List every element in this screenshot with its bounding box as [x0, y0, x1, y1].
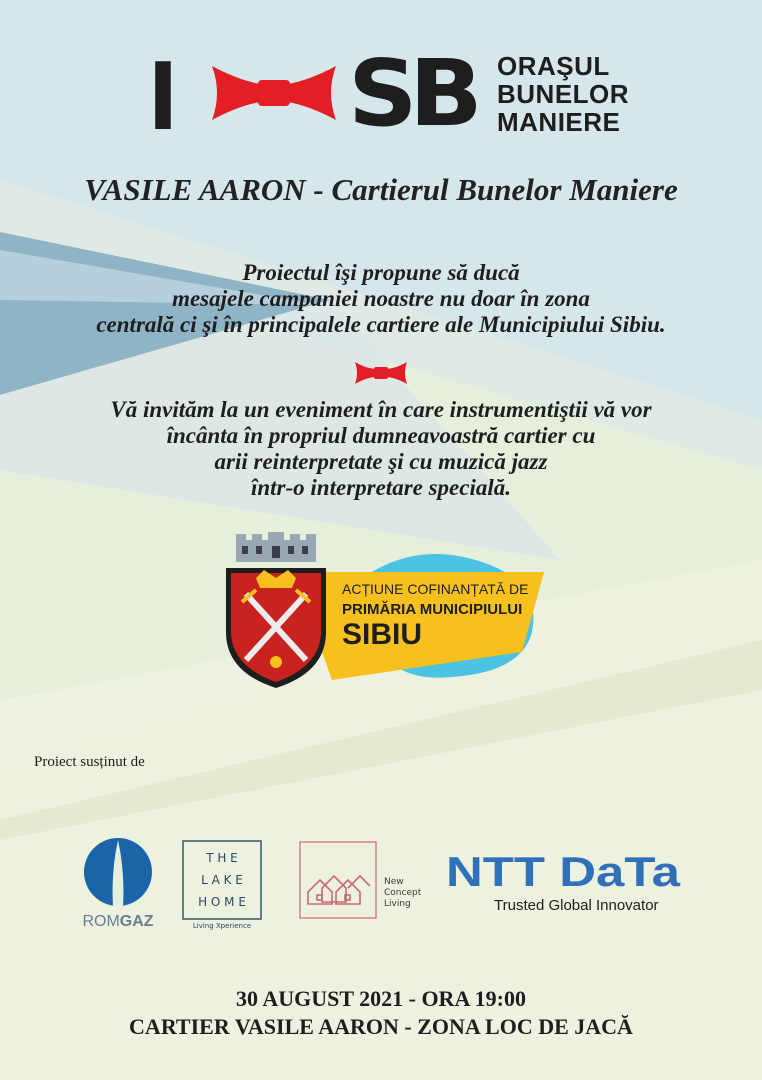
- romgaz-logo: [78, 836, 158, 931]
- support-label: Proiect susținut de: [34, 754, 145, 770]
- bowtie-icon: [208, 62, 340, 124]
- logo-line: ORAŞUL: [497, 51, 610, 81]
- romgaz-part1: ROM: [82, 913, 120, 930]
- sibiu-cofinance-logo: [222, 532, 552, 692]
- paragraph-line: mesajele campaniei noastre nu doar în zona: [172, 286, 590, 311]
- lakehome-tagline: Living Xperience: [192, 922, 252, 930]
- event-date: 30 AUGUST 2021 - ORA 19:00: [236, 986, 526, 1011]
- cofinance-line1: ACȚIUNE COFINANȚATĂ DE: [342, 581, 529, 597]
- intro-paragraph: [0, 260, 762, 338]
- paragraph-line: arii reinterpretate şi cu muzică jazz: [214, 449, 548, 474]
- lake-home-logo: [180, 838, 268, 930]
- invitation-paragraph: [0, 397, 762, 501]
- ntt-tagline: Trusted Global Innovator: [494, 897, 659, 914]
- ncl-line3: Living: [384, 899, 411, 909]
- paragraph-line: încânta în propriul dumneavoastră cartier cu: [166, 423, 596, 448]
- paragraph-line: într-o interpretare specială.: [250, 475, 512, 500]
- crest-icon: [226, 568, 326, 688]
- paragraph-line: centrală ci şi în principalele cartiere ale Municipiului Sibiu.: [96, 312, 666, 337]
- logo-sb: SB: [348, 40, 475, 147]
- lakehome-letters-2: L A K E: [201, 873, 243, 887]
- logo-tagline: [497, 52, 629, 136]
- logo-line: MANIERE: [497, 107, 621, 137]
- houses-icon: [308, 876, 370, 904]
- ntt-name: NTT DaTa: [446, 848, 681, 895]
- bowtie-icon-small: [353, 360, 409, 386]
- cofinance-line3: SIBIU: [342, 618, 423, 651]
- ncl-line2: Concept: [384, 888, 422, 898]
- ncl-line1: New: [384, 877, 404, 887]
- ntt-data-logo: [446, 848, 686, 918]
- event-location: CARTIER VASILE AARON - ZONA LOC DE JACĂ: [129, 1014, 633, 1039]
- paragraph-line: Vă invităm la un eveniment în care instrumentiştii vă vor: [110, 397, 652, 422]
- svg-text:ROMGAZ: [82, 913, 153, 930]
- new-concept-living-logo: [298, 840, 438, 922]
- logo-line: BUNELOR: [497, 79, 630, 109]
- page-title: VASILE AARON - Cartierul Bunelor Maniere: [84, 172, 678, 207]
- logo-letter-i: I: [148, 40, 178, 150]
- castle-icon: [236, 532, 316, 562]
- lakehome-letters-1: T H E: [206, 851, 238, 865]
- cofinance-line2: PRIMĂRIA MUNICIPIULUI: [342, 601, 523, 618]
- lakehome-letters-3: H O M E: [198, 895, 246, 909]
- romgaz-part2: GAZ: [119, 913, 154, 930]
- paragraph-line: Proiectul îşi propune să ducă: [242, 260, 520, 285]
